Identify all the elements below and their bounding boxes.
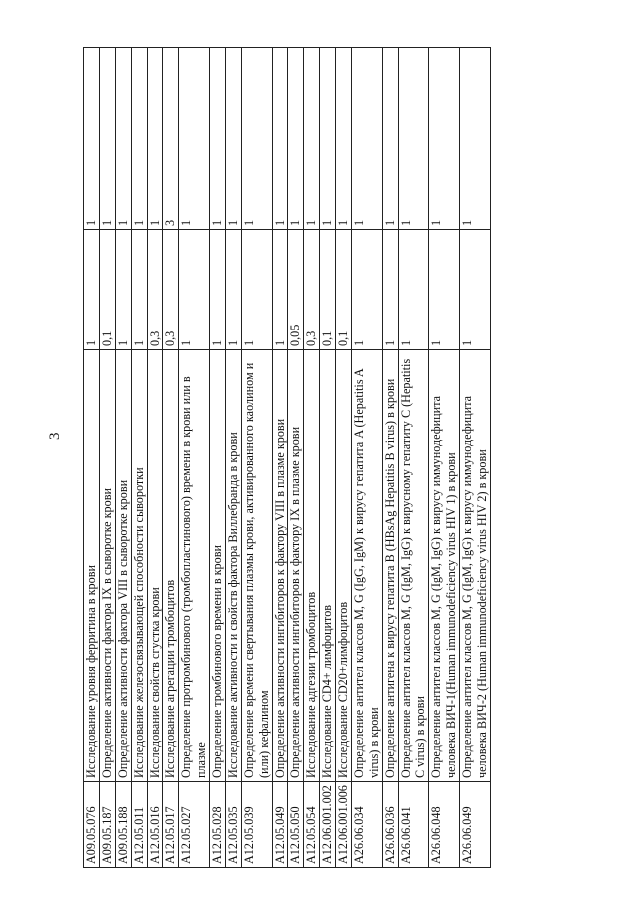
- cell-frequency: 1: [398, 230, 429, 350]
- cell-code: A12.05.054: [304, 782, 320, 868]
- table-row: [99, 48, 115, 868]
- cell-name: Исследование агрегации тромбоцитов: [163, 350, 179, 782]
- cell-name: Определение антигена к вирусу гепатита B (HBsAg Hepatitis B virus) в крови: [382, 350, 398, 782]
- cell-name: Определение тромбинового времени в крови: [210, 350, 226, 782]
- cell-name: Определение антител классов M, G (IgM, IgG) к вирусу иммунодефицита человека ВИЧ-2 (Human immunodeficiency virus HIV 2) в крови: [460, 350, 491, 782]
- cell-code: A12.05.028: [210, 782, 226, 868]
- cell-frequency: 1: [131, 230, 147, 350]
- table-row: [398, 48, 429, 868]
- cell-frequency: 1: [272, 230, 288, 350]
- cell-name: Исследование CD4+ лимфоцитов: [320, 350, 336, 782]
- cell-frequency: 0,1: [336, 230, 352, 350]
- cell-frequency: 1: [84, 230, 100, 350]
- cell-code: A26.06.034: [351, 782, 382, 868]
- cell-name: Определение активности фактора IX в сыворотке крови: [99, 350, 115, 782]
- cell-frequency: 0,1: [99, 230, 115, 350]
- cell-count: 1: [115, 48, 131, 230]
- cell-name: Исследование CD20+лимфоцитов: [336, 350, 352, 782]
- cell-code: A12.06.001.006: [336, 782, 352, 868]
- table-body: [84, 48, 491, 868]
- table-row: [320, 48, 336, 868]
- cell-name: Определение активности ингибиторов к фактору VIII в плазме крови: [272, 350, 288, 782]
- table-row: [288, 48, 304, 868]
- cell-code: A09.05.076: [84, 782, 100, 868]
- cell-frequency: 1: [382, 230, 398, 350]
- table-row: [147, 48, 163, 868]
- cell-code: A12.05.039: [241, 782, 272, 868]
- cell-frequency: 1: [460, 230, 491, 350]
- cell-count: 1: [460, 48, 491, 230]
- cell-frequency: 0,05: [288, 230, 304, 350]
- cell-count: 1: [351, 48, 382, 230]
- table-row: [336, 48, 352, 868]
- cell-frequency: 1: [179, 230, 210, 350]
- cell-name: Определение антител классов M, G (IgG, IgM) к вирусу гепатита A (Hepatitis A virus) в крови: [351, 350, 382, 782]
- cell-name: Определение антител классов M, G (IgM, IgG) к вирусу иммунодефицита человека ВИЧ-1(Human immunodeficiency virus HIV 1) в крови: [429, 350, 460, 782]
- cell-code: A12.05.027: [179, 782, 210, 868]
- cell-count: 1: [382, 48, 398, 230]
- cell-name: Определение времени свертывания плазмы крови, активированного каолином и (или) кефалином: [241, 350, 272, 782]
- cell-count: 1: [320, 48, 336, 230]
- cell-count: 1: [84, 48, 100, 230]
- cell-count: 1: [272, 48, 288, 230]
- cell-frequency: 0,3: [163, 230, 179, 350]
- table-row: [351, 48, 382, 868]
- cell-frequency: 1: [351, 230, 382, 350]
- services-table: [83, 47, 491, 868]
- cell-count: 1: [304, 48, 320, 230]
- cell-code: A26.06.049: [460, 782, 491, 868]
- cell-frequency: 1: [429, 230, 460, 350]
- cell-code: A12.05.011: [131, 782, 147, 868]
- cell-frequency: 1: [225, 230, 241, 350]
- table-row: [241, 48, 272, 868]
- cell-name: Определение активности фактора VIII в сыворотке крови: [115, 350, 131, 782]
- table-row: [84, 48, 100, 868]
- cell-name: Определение протромбинового (тромбопластинового) времени в крови или в плазме: [179, 350, 210, 782]
- cell-code: A12.05.050: [288, 782, 304, 868]
- cell-frequency: 0,3: [304, 230, 320, 350]
- cell-count: 1: [336, 48, 352, 230]
- cell-code: A12.05.049: [272, 782, 288, 868]
- table-row: [272, 48, 288, 868]
- cell-frequency: 1: [210, 230, 226, 350]
- cell-code: A12.05.017: [163, 782, 179, 868]
- table-row: [460, 48, 491, 868]
- table-row: [429, 48, 460, 868]
- cell-name: Определение антител классов M, G (IgM, IgG) к вирусному гепатиту C (Hepatitis C virus) в крови: [398, 350, 429, 782]
- table-row: [210, 48, 226, 868]
- cell-frequency: 0,3: [147, 230, 163, 350]
- table-row: [382, 48, 398, 868]
- cell-count: 3: [163, 48, 179, 230]
- cell-count: 1: [210, 48, 226, 230]
- cell-code: A26.06.041: [398, 782, 429, 868]
- table-row: [304, 48, 320, 868]
- cell-code: A26.06.036: [382, 782, 398, 868]
- cell-name: Исследование свойств сгустка крови: [147, 350, 163, 782]
- cell-name: Исследование адгезии тромбоцитов: [304, 350, 320, 782]
- rotated-table-wrapper: [83, 48, 593, 868]
- cell-code: A12.06.001.002: [320, 782, 336, 868]
- cell-count: 1: [147, 48, 163, 230]
- table-row: [115, 48, 131, 868]
- cell-count: 1: [179, 48, 210, 230]
- cell-count: 1: [288, 48, 304, 230]
- cell-code: A12.05.016: [147, 782, 163, 868]
- cell-name: Исследование активности и свойств фактора Виллебранда в крови: [225, 350, 241, 782]
- table-row: [131, 48, 147, 868]
- cell-count: 1: [241, 48, 272, 230]
- cell-code: A09.05.188: [115, 782, 131, 868]
- cell-frequency: 0,1: [320, 230, 336, 350]
- cell-name: Определение активности ингибиторов к фактору IX в плазме крови: [288, 350, 304, 782]
- cell-count: 1: [398, 48, 429, 230]
- cell-name: Исследование железосвязывающей способности сыворотки: [131, 350, 147, 782]
- cell-frequency: 1: [115, 230, 131, 350]
- page-number: 3: [47, 432, 63, 440]
- cell-frequency: 1: [241, 230, 272, 350]
- cell-name: Исследование уровня ферритина в крови: [84, 350, 100, 782]
- cell-count: 1: [131, 48, 147, 230]
- cell-code: A09.05.187: [99, 782, 115, 868]
- cell-count: 1: [429, 48, 460, 230]
- table-row: [179, 48, 210, 868]
- cell-code: A26.06.048: [429, 782, 460, 868]
- table-row: [225, 48, 241, 868]
- cell-count: 1: [99, 48, 115, 230]
- cell-count: 1: [225, 48, 241, 230]
- table-row: [163, 48, 179, 868]
- cell-code: A12.05.035: [225, 782, 241, 868]
